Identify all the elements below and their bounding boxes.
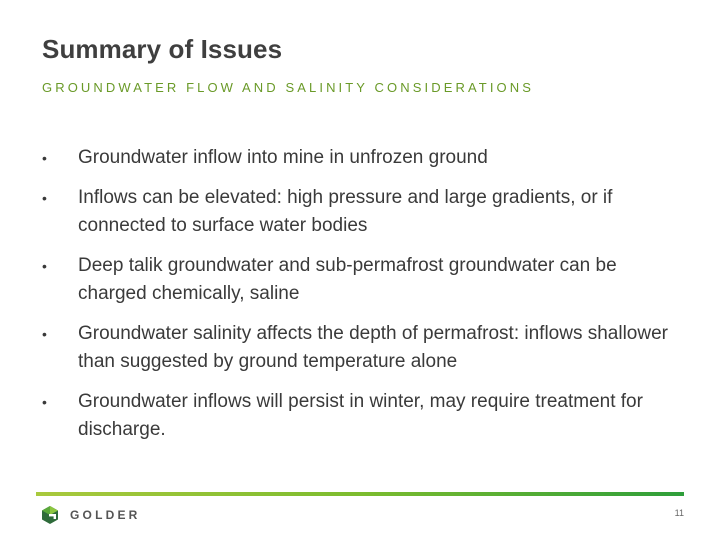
bullet-marker: • bbox=[42, 326, 47, 342]
golder-logo-icon bbox=[40, 505, 60, 525]
bullet-marker: • bbox=[42, 150, 47, 166]
logo-wordmark: GOLDER bbox=[70, 508, 141, 522]
slide-subtitle: GROUNDWATER FLOW AND SALINITY CONSIDERATIONS bbox=[42, 80, 535, 95]
list-item bbox=[42, 184, 682, 240]
bullet-text: Deep talik groundwater and sub-permafrost groundwater can be charged chemically, saline bbox=[78, 255, 617, 304]
list-item bbox=[42, 388, 682, 444]
bullet-text: Groundwater inflow into mine in unfrozen ground bbox=[78, 147, 488, 168]
golder-logo bbox=[40, 505, 141, 525]
list-item bbox=[42, 252, 682, 308]
footer-divider bbox=[36, 492, 684, 496]
slide-title: Summary of Issues bbox=[42, 34, 283, 64]
bullet-text: Groundwater inflows will persist in winter, may require treatment for discharge. bbox=[78, 391, 643, 440]
list-item bbox=[42, 144, 682, 172]
bullet-text: Groundwater salinity affects the depth of permafrost: inflows shallower than suggested by ground temperature alone bbox=[78, 323, 668, 372]
bullet-marker: • bbox=[42, 190, 47, 206]
list-item bbox=[42, 320, 682, 376]
bullet-marker: • bbox=[42, 394, 47, 410]
bullet-text: Inflows can be elevated: high pressure and large gradients, or if connected to surface water bodies bbox=[78, 187, 613, 236]
bullet-marker: • bbox=[42, 258, 47, 274]
page-number: 11 bbox=[674, 508, 684, 518]
bullet-list bbox=[42, 144, 682, 456]
